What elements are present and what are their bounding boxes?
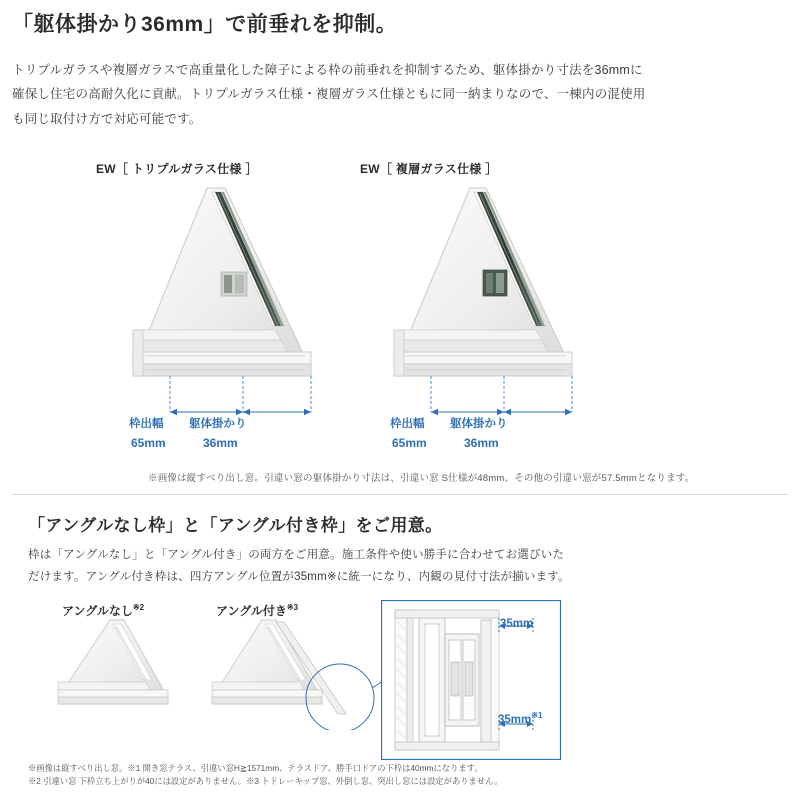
section1-lead-text: トリプルガラスや複層ガラスで高重量化した障子による枠の前垂れを抑制するため、躯体掛かり寸法を36mmに確保し住宅の高耐久化に貢献。トリプルガラス仕様・複層ガラス仕様ともに同一納まりなので、一棟内の混使用も同じ取付け方で対応可能です。	[12, 63, 646, 126]
figure2-dim2-label: 躯体掛かり	[450, 418, 508, 430]
section2-figure2-caption: アングル付き	[216, 604, 287, 618]
section2-lead-text: 枠は「アングルなし」と「アングル付き」の両方をご用意。施工条件や使い勝手に合わせてお選びいただけます。アングル付き枠は、四方アングル位置が35mm※に統一になり、内観の見付寸法が揃います。	[28, 549, 570, 583]
section2-figure1-caption: アングルなし	[62, 604, 133, 618]
figure1-dim2-value: 36mm	[203, 436, 238, 450]
footnote-2: ※2 引違い窓 下枠立ち上がりが40には設定がありません。※3 トドレーキップ窓、外倒し窓、突出し窓には設定がありません。	[28, 775, 503, 786]
callout-dim2-sup: ※1	[531, 711, 543, 720]
figure-angle-less-frame	[40, 618, 220, 743]
section2-figure2-caption-sup: ※3	[286, 603, 299, 612]
section1-note: ※画像は縦すべり出し窓。引違い窓の躯体掛かり寸法は、引違い窓 S仕様が48mm、その他の引違い窓が57.5mmとなります。	[148, 473, 695, 484]
section-divider	[12, 494, 788, 495]
figure2-dim2-value: 36mm	[464, 436, 499, 450]
section2-heading: 「アングルなし枠」と「アングル付き枠」をご用意。	[28, 516, 443, 535]
figure1-caption: EW［ トリプルガラス仕様 ］	[96, 162, 258, 176]
figure1-dim1-label: 枠出幅	[129, 418, 164, 430]
section2-footnotes	[28, 762, 768, 788]
figure2-dim1-label: 枠出幅	[390, 418, 425, 430]
callout-dim1-value: 35mm	[500, 618, 534, 630]
footnote-1: ※画像は縦すべり出し窓。※1 開き窓テラス、引違い窓H≧1571mm、テラスドア、勝手口ドアの下枠は40mmになります。	[28, 763, 483, 773]
figure1-dim1-value: 65mm	[131, 436, 166, 450]
figure2-caption: EW［ 複層ガラス仕様 ］	[360, 162, 498, 176]
section2-figure1-caption-sup: ※2	[132, 603, 145, 612]
callout-dim2-value: 35mm	[498, 713, 532, 726]
figure1-dim2-label: 躯体掛かり	[189, 418, 247, 430]
figure2-dim1-value: 65mm	[392, 436, 427, 450]
section1-heading: 「躯体掛かり36mm」で前垂れを抑制。	[12, 13, 398, 36]
detail-callout-panel	[381, 600, 561, 765]
